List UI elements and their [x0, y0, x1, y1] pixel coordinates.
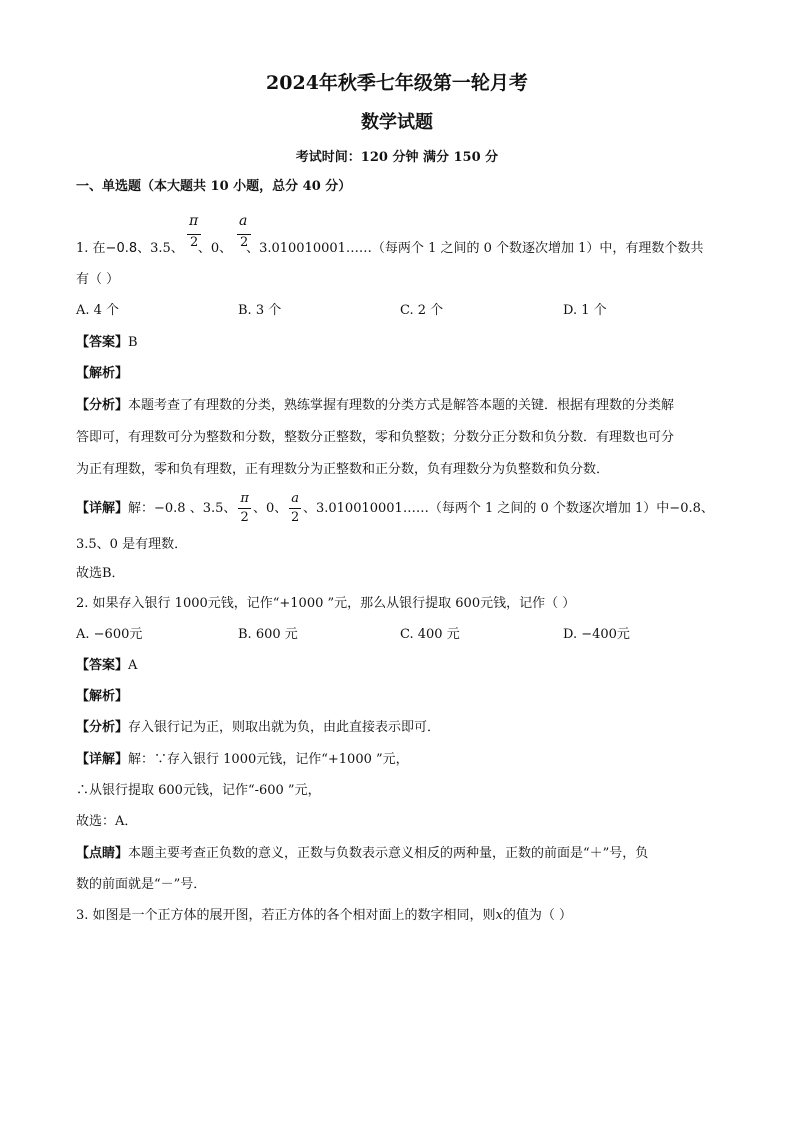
q1-conclusion: 故选B．	[76, 566, 125, 581]
q1-stem-e: 、3.010010001……（每两个 1 之间的 0 个数逐次增加 1）中，有理数个数共	[246, 241, 704, 256]
q1-detail-a: 解：−0.8 、3.5、	[128, 501, 237, 516]
q2-answer-label: 【答案】	[76, 658, 129, 673]
q2-detail-line1	[76, 750, 409, 770]
q2-analysis-label: 【解析】	[76, 689, 129, 704]
q2-detail-line2: ∴从银行提取 600元钱，记作“-600 ”元，	[76, 783, 321, 798]
q1-stem-line2: 有（ ）	[76, 272, 120, 287]
q1-detail-label: 【详解】	[76, 501, 129, 516]
q2-fenxi-label: 【分析】	[76, 720, 129, 735]
q1-stem-b: −0.8	[105, 241, 138, 256]
q1-stem-c: 、3.5、	[137, 241, 184, 256]
exam-title: 2024年秋季七年级第一轮月考	[266, 72, 528, 94]
q1-fenxi-line2: 答即可，有理数可分为整数和分数，整数分正整数，零和负整数；分数分正分数和负分数．有理数也可分	[76, 430, 675, 445]
q2-option-c: C. 400 元	[400, 627, 460, 642]
q1-option-a: A. 4 个	[76, 303, 120, 318]
q2-answer	[76, 656, 137, 676]
q1-frac2-denominator: 2	[240, 235, 249, 250]
q2-dianjing-line1	[76, 844, 648, 864]
q1-detail-line2: 3.5、0 是有理数．	[76, 537, 188, 552]
q2-detail-label: 【详解】	[76, 752, 129, 767]
q2-fenxi-text: 存入银行记为正，则取出就为负，由此直接表示即可．	[128, 720, 441, 735]
q2-fenxi	[76, 718, 440, 738]
q1-fenxi-line1	[76, 396, 674, 416]
q3-stem-var: x	[495, 908, 503, 923]
exam-subtitle: 数学试题	[361, 112, 433, 133]
q3-stem-b: 的值为（ ）	[502, 908, 573, 923]
exam-info: 考试时间：120 分钟 满分 150 分	[295, 150, 499, 165]
q1-option-b: B. 3 个	[238, 303, 282, 318]
q2-conclusion: 故选：A．	[76, 814, 138, 829]
q1-detail-frac2-num: a	[289, 490, 301, 509]
q1-detail-frac1	[238, 490, 251, 527]
q2-option-b: B. 600 元	[238, 627, 298, 642]
q1-detail-frac1-num: π	[238, 490, 251, 509]
q1-detail-frac1-den: 2	[240, 510, 249, 525]
q2-option-d: D. −400元	[563, 627, 630, 642]
q1-answer	[76, 333, 138, 353]
q1-option-d: D. 1 个	[563, 303, 607, 318]
q2-detail-text1: 解：∵存入银行 1000元钱，记作“+1000 ”元，	[128, 752, 409, 767]
q1-stem-d: 、0、	[197, 241, 233, 256]
q1-frac1-denominator: 2	[190, 235, 199, 250]
q2-option-a: A. −600元	[76, 627, 143, 642]
q1-fenxi-text1: 本题考查了有理数的分类，熟练掌握有理数的分类方式是解答本题的关键．根据有理数的分类解	[128, 398, 675, 413]
q1-frac1-numerator: π	[189, 213, 199, 229]
section-title: 一、单选题（本大题共 10 小题，总分 40 分）	[76, 179, 352, 194]
q1-stem-a: 1. 在	[76, 241, 106, 256]
q1-fenxi-line3: 为正有理数，零和负有理数，正有理数分为正整数和正分数，负有理数分为负整数和负分数．	[76, 462, 610, 477]
q1-detail-line1	[76, 490, 714, 528]
q1-detail-frac2	[289, 490, 301, 527]
q1-stem	[76, 239, 703, 259]
q2-dianjing-line2: 数的前面就是“－”号．	[76, 877, 207, 892]
q1-answer-label: 【答案】	[76, 335, 129, 350]
q1-detail-frac2-den: 2	[290, 510, 300, 525]
q1-detail-c: 、3.010010001……（每两个 1 之间的 0 个数逐次增加 1）中−0.8、	[302, 501, 714, 516]
q2-stem: 2. 如果存入银行 1000元钱，记作“+1000 ”元，那么从银行提取 600元钱，记作（ ）	[76, 596, 576, 611]
q1-answer-value: B	[128, 335, 138, 350]
q1-detail-b: 、0、	[252, 501, 288, 516]
q1-fenxi-label: 【分析】	[76, 398, 129, 413]
q2-dianjing-text1: 本题主要考查正负数的意义，正数与负数表示意义相反的两种量，正数的前面是“＋”号，负	[128, 846, 649, 861]
q1-option-c: C. 2 个	[400, 303, 444, 318]
q2-dianjing-label: 【点睛】	[76, 846, 129, 861]
q1-frac2-numerator: a	[239, 213, 248, 229]
q2-answer-value: A	[128, 658, 138, 673]
q3-stem-a: 3. 如图是一个正方体的展开图，若正方体的各个相对面上的数字相同，则	[76, 908, 496, 923]
q1-analysis-label: 【解析】	[76, 366, 129, 381]
q3-stem	[76, 906, 572, 926]
